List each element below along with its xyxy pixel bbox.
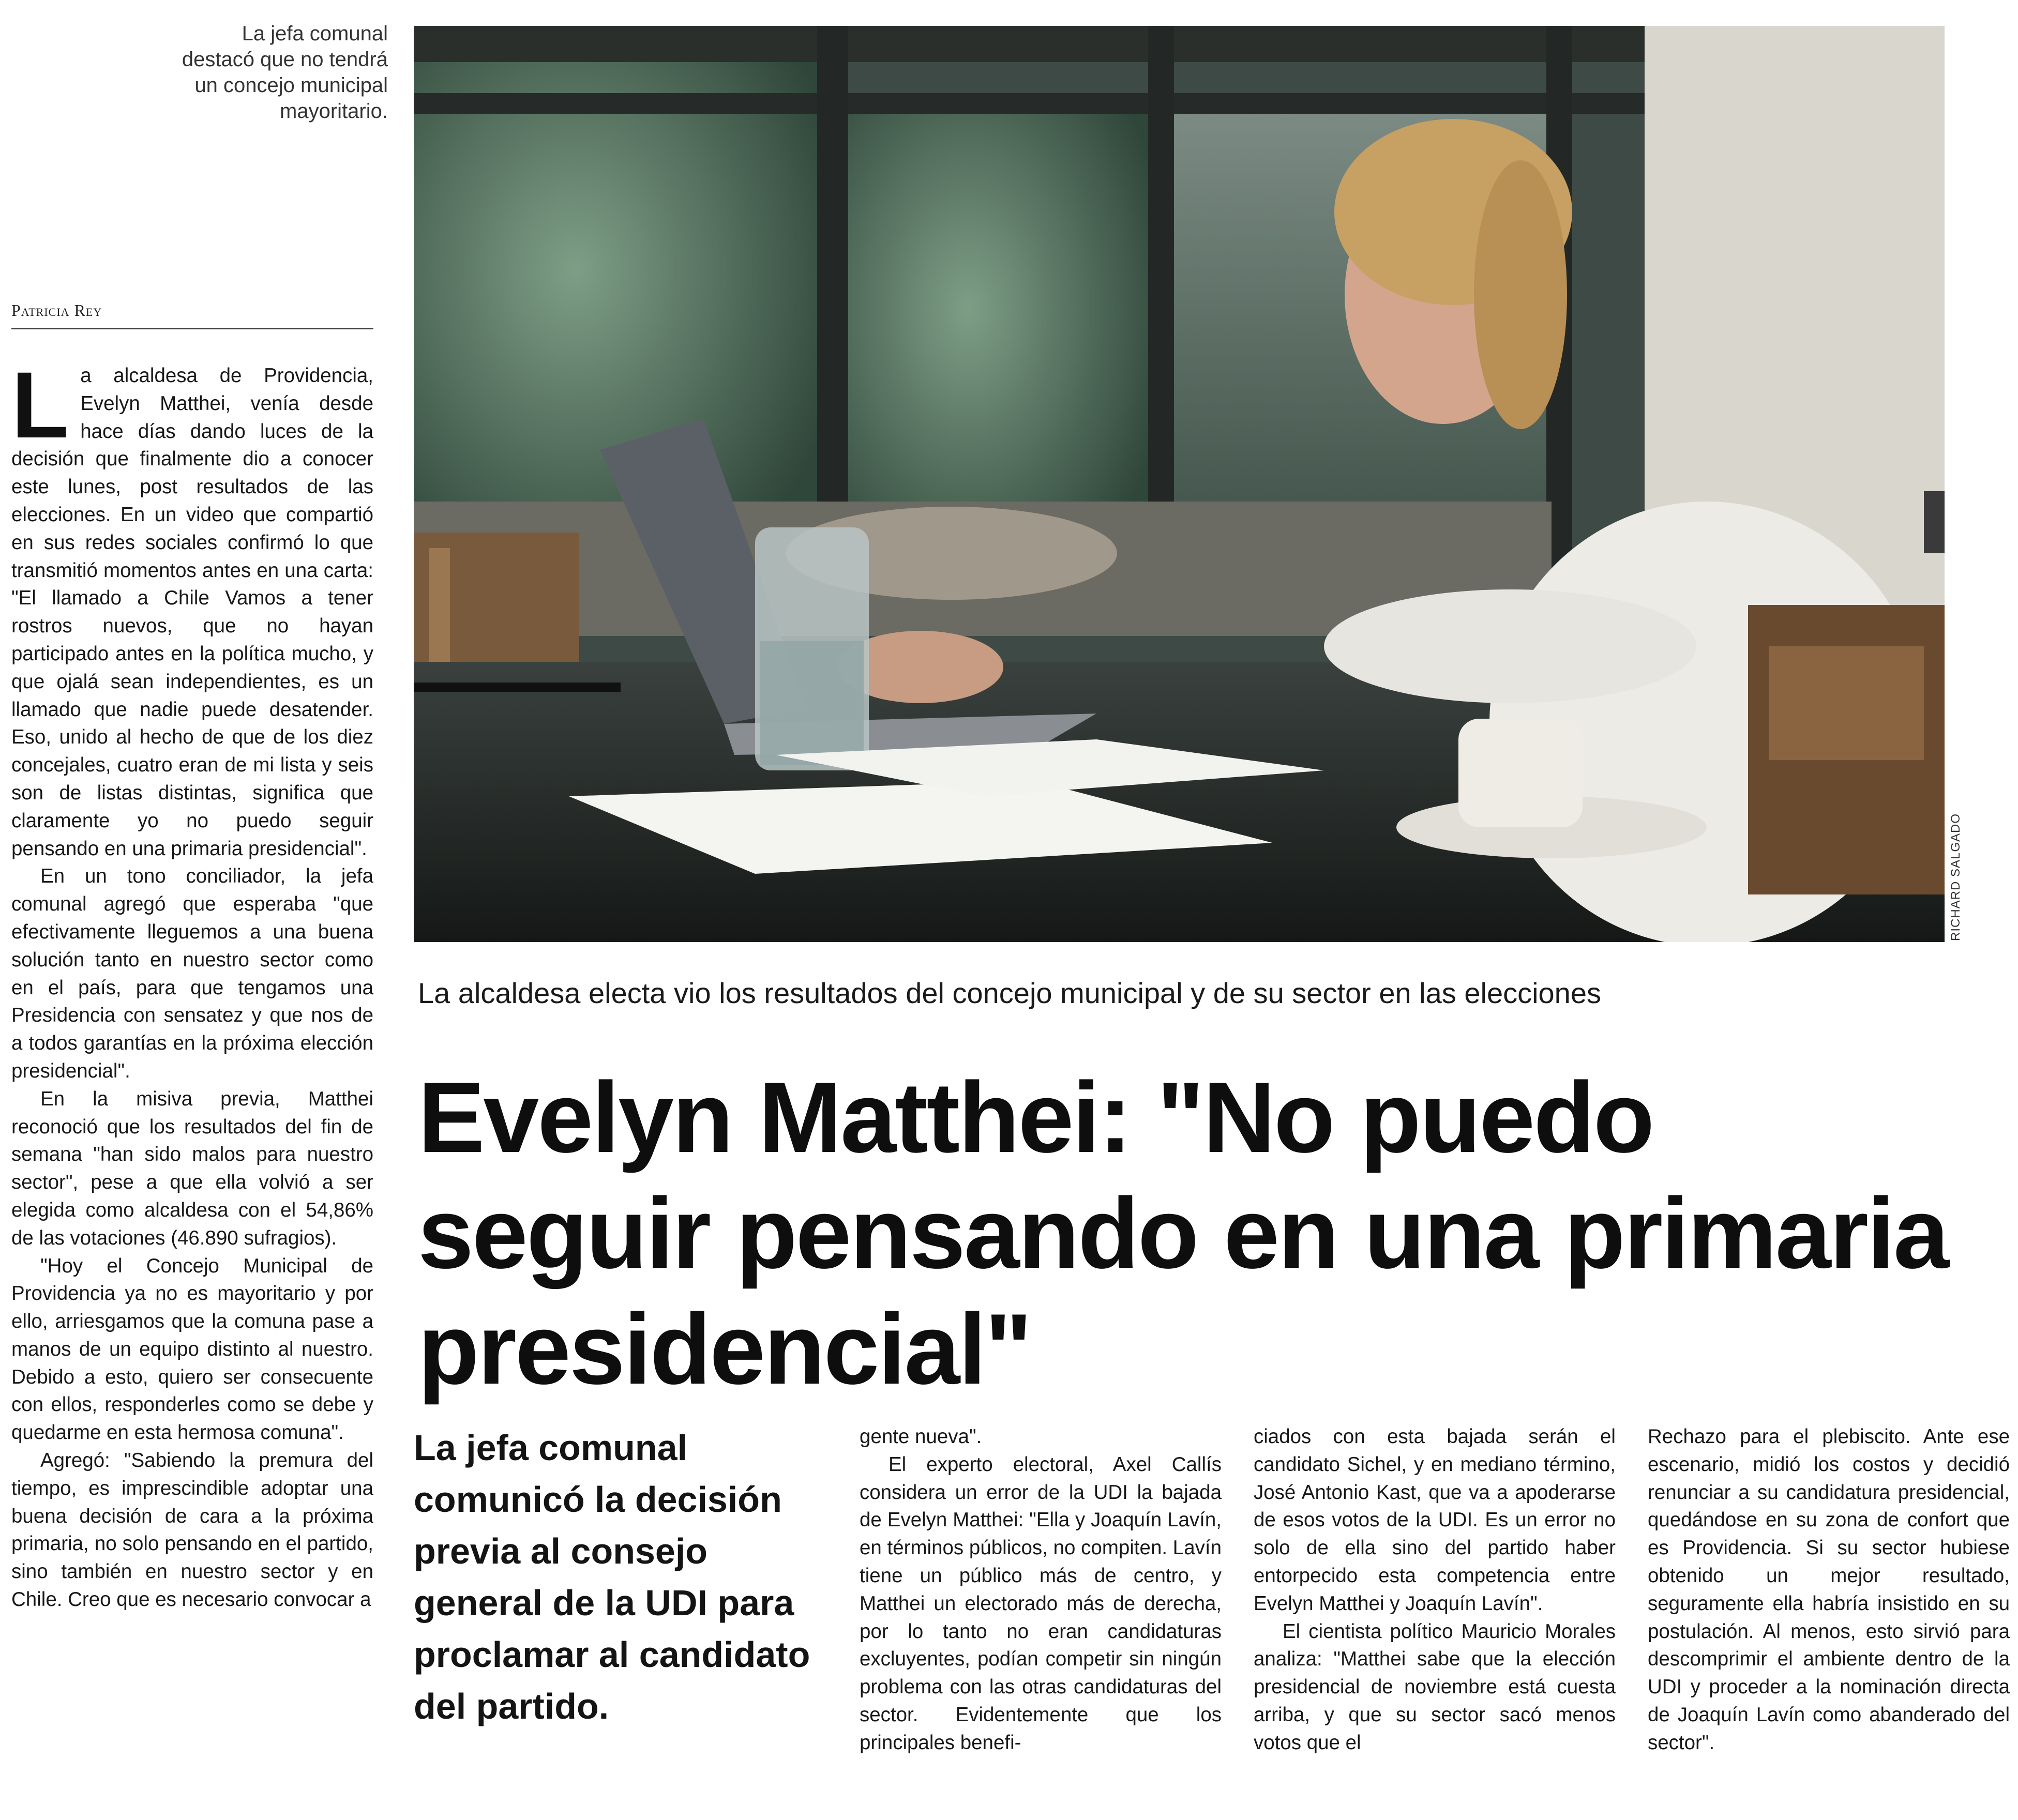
paragraph: "Hoy el Concejo Municipal de Providencia ya no es mayoritario y por ello, arriesgamos que la comuna pase a manos de un equipo distinto al nuestro. Debido a esto, quiero ser consecuente con ellos, responderles como se debe y quedarme en esta hermosa comuna". xyxy=(11,1254,373,1444)
article-photo xyxy=(414,26,1945,942)
article-column-4 xyxy=(1648,1423,2010,1811)
article-column-2 xyxy=(860,1423,1222,1811)
byline-divider xyxy=(11,328,373,329)
photo-kicker: La jefa comunal destacó que no tendrá un concejo municipal mayoritario. xyxy=(182,22,388,123)
paragraph: Agregó: "Sabiendo la premura del tiempo, es imprescindible adoptar una buena decisión de cara a la próxima primaria, no solo pensando en el partido, sino también en nuestro sector y en Chile. Creo que es necesario convocar a xyxy=(11,1449,373,1611)
article-column-1 xyxy=(11,362,373,1810)
photo-illustration xyxy=(414,26,1945,942)
headline: Evelyn Matthei: "No puedo seguir pensando en una primaria presidencial" xyxy=(418,1061,1948,1405)
deck-summary: La jefa comunal comunicó la decisión previa al consejo general de la UDI para proclamar al candidato del partido. xyxy=(414,1428,810,1726)
paragraph: El cientista político Mauricio Morales analiza: "Matthei sabe que la elección presidencial de noviembre está cuesta arriba, y que su sector sacó menos votos que el xyxy=(1254,1620,1616,1754)
paragraph: ciados con esta bajada serán el candidato Sichel, y en mediano término, José Antonio Kast, que va a apoderarse de esos votos de la UDI. Es un error no solo de ella sino del partido haber entorpecido esta competencia entre Evelyn Matthei y Joaquín Lavín". xyxy=(1254,1425,1616,1615)
author-byline: Patricia Rey xyxy=(11,301,102,320)
paragraph: gente nueva". xyxy=(860,1425,982,1448)
paragraph: En un tono conciliador, la jefa comunal agregó que esperaba "que efectivamente lleguemos a una buena solución tanto en nuestro sector como en el país, para que tengamos una Presidencia con sensatez y que nos de a todos garantías en la próxima elección presidencial". xyxy=(11,865,373,1082)
paragraph: El experto electoral, Axel Callís considera un error de la UDI la bajada de Evelyn Matthei: "Ella y Joaquín Lavín, en términos públicos, no compiten. Lavín tiene un público más de centro, y Matthei un electorado más de derecha, por lo tanto no eran candidaturas excluyentes, podían competir sin ningún problema con las otras candidaturas del sector. Evidentemente que los principales benefi- xyxy=(860,1453,1222,1754)
paragraph: Rechazo para el plebiscito. Ante ese escenario, midió los costos y decidió renunciar a su candidatura presidencial, quedándose en su zona de confort que es Providencia. Si su sector hubiese obtenido un mejor resultado, seguramente ella habría insistido en su postulación. Al menos, esto sirvió para descomprimir el ambiente dentro de la UDI y proceder a la nominación directa de Joaquín Lavín como abanderado del sector". xyxy=(1648,1425,2010,1754)
photo-caption: La alcaldesa electa vio los resultados del concejo municipal y de su sector en las elecciones xyxy=(418,977,1601,1009)
paragraph xyxy=(11,362,373,862)
drop-cap: L xyxy=(11,362,69,458)
photo-credit: RICHARD SALGADO xyxy=(1949,813,1963,941)
article-column-3 xyxy=(1254,1423,1616,1811)
paragraph: En la misiva previa, Matthei reconoció que los resultados del fin de semana "han sido malos para nuestro sector", pese a que ella volvió a ser elegida como alcaldesa con el 54,86% de las votaciones (46.890 sufragios). xyxy=(11,1087,373,1249)
paragraph-text: a alcaldesa de Providencia, Evelyn Matthei, venía desde hace días dando luces de la decisión que finalmente dio a conocer este lunes, post resultados de las elecciones. En un video que compartió en sus redes sociales confirmó lo que transmitió momentos antes en una carta: "El llamado a Chile Vamos a tener rostros nuevos, que no hayan participado antes en la política mucho, y que ojalá sean independientes, es un llamado que nadie puede desatender. Eso, unido al hecho de que de los diez concejales, cuatro eran de mi lista y seis son de listas distintas, significa que claramente yo no puedo seguir pensando en una primaria presidencial". xyxy=(11,365,373,860)
